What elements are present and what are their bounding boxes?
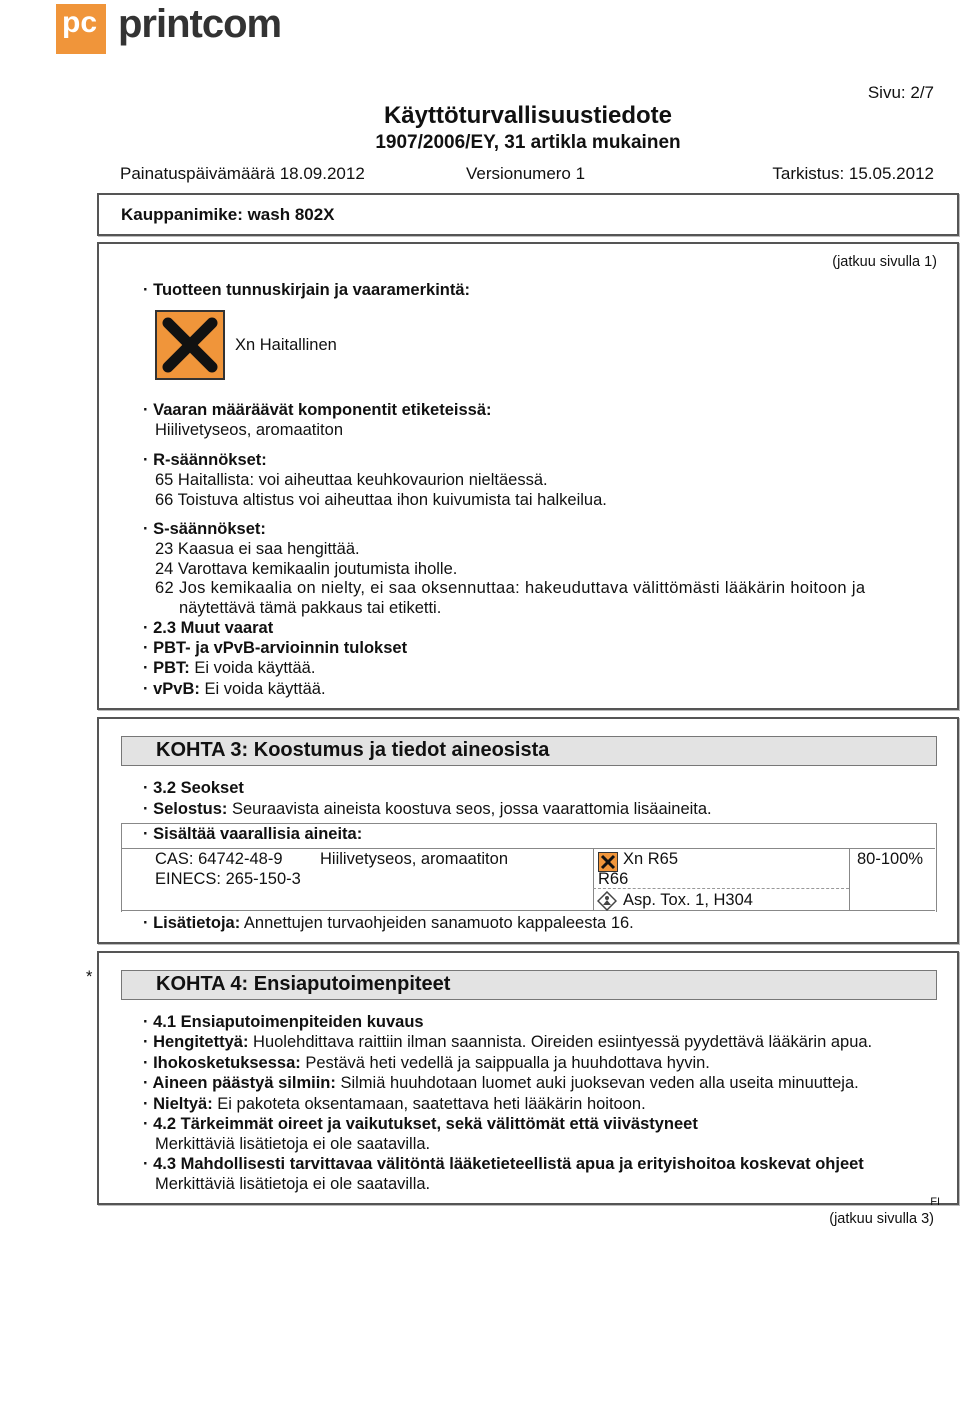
continued-from: (jatkuu sivulla 1) [832,254,937,270]
hazard-symbol-label: Xn Haitallinen [235,336,337,354]
pbt-results-heading: · PBT- ja vPvB-arvioinnin tulokset [143,639,407,658]
language-code: FI [930,1196,940,1208]
document-title: Käyttöturvallisuustiedote [383,102,673,129]
section4-box [97,951,959,1205]
medical-attention-value: Merkittäviä lisätietoja ei ole saatavilla. [155,1175,431,1193]
swallowed-line: · Nieltyä: Ei pakoteta oksentamaan, saatettava heti lääkärin hoitoon. [143,1095,646,1114]
page-number: Sivu: 2/7 [867,83,934,102]
document-subtitle: 1907/2006/EY, 31 artikla mukainen [375,132,681,153]
s-phrase-24: 24 Varottava kemikaalin joutumista iholle. [155,560,458,578]
r-phrase-65: 65 Haitallista: voi aiheuttaa keuhkovaurion nieltäessä. [155,471,548,489]
medical-attention-heading: · 4.3 Mahdollisesti tarvittavaa välitöntä lääketieteellistä apua ja erityishoitoa koskevat ohjeet [143,1155,864,1174]
additional-info-line: · Lisätietoja: Annettujen turvaohjeiden sanamuoto kappaleesta 16. [143,914,634,933]
substance-name: Hiilivetyseos, aromaatiton [320,850,508,868]
classification-r66: R66 [598,870,629,888]
logo-mark: pc [56,4,106,54]
r-phrases-heading: · R-säännökset: [143,451,267,470]
inhaled-line: · Hengitettyä: Huolehdittava raittiin ilman saannista. Oireiden esiintyessä pyydettävä lääkärin apua. [143,1033,872,1052]
symptoms-value: Merkittäviä lisätietoja ei ole saatavilla. [155,1135,431,1153]
classification-xn: Xn R65 [623,850,679,868]
first-aid-description-heading: · 4.1 Ensiaputoimenpiteiden kuvaus [143,1013,424,1032]
logo-name: printcom [118,2,282,46]
other-hazards-heading: · 2.3 Muut vaarat [143,619,273,638]
section3-box [97,717,959,944]
concentration: 80-100% [857,850,924,868]
components-heading: · Vaaran määräävät komponentit etiketeissä: [143,401,492,420]
revision-date: Tarkistus: 15.05.2012 [772,164,934,183]
harmful-cross-icon [157,312,223,378]
trade-name-box [97,193,959,236]
vpvb-line: · vPvB: Ei voida käyttää. [143,680,326,699]
change-marker: * [86,968,93,986]
print-date: Painatuspäivämäärä 18.09.2012 [120,164,365,183]
section4-heading: KOHTA 4: Ensiaputoimenpiteet [121,970,937,1000]
harmful-xn-icon [155,310,225,380]
continued-on: (jatkuu sivulla 3) [829,1211,934,1227]
trade-name: Kauppanimike: wash 802X [121,205,335,224]
section3-heading: KOHTA 3: Koostumus ja tiedot aineosista [121,736,937,766]
s-phrase-62-line2: näytettävä tämä pakkaus tai etiketti. [179,599,442,617]
mixtures-heading: · 3.2 Seokset [143,779,244,798]
s-phrase-23: 23 Kaasua ei saa hengittää. [155,540,360,558]
section2-box [97,242,959,710]
harmful-small-icon [598,852,618,872]
classification-ghs: Asp. Tox. 1, H304 [623,891,753,909]
cas-number: CAS: 64742-48-9 [155,850,283,868]
label-heading: · Tuotteen tunnuskirjain ja vaaramerkintä: [143,281,470,300]
einecs-number: EINECS: 265-150-3 [155,870,301,888]
r-phrase-66: 66 Toistuva altistus voi aiheuttaa ihon kuivumista tai halkeilua. [155,491,607,509]
components-value: Hiilivetyseos, aromaatiton [155,421,343,439]
s-phrases-heading: · S-säännökset: [143,520,266,539]
skin-contact-line: · Ihokosketuksessa: Pestävä heti vedellä ja saippualla ja huuhdottava hyvin. [143,1054,710,1073]
version-number: Versionumero 1 [466,164,586,183]
s-phrase-62-line1: 62 Jos kemikaalia on nielty, ei saa oksennuttaa: hakeuduttava välittömästi lääkärin hoitoon ja [155,579,866,597]
contains-heading: · Sisältää vaarallisia aineita: [143,825,362,844]
health-hazard-icon [597,891,617,911]
eye-contact-line: · Aineen päästyä silmiin: Silmiä huuhdotaan luomet auki juoksevan veden alla useita minuutteja. [143,1074,859,1093]
symptoms-heading: · 4.2 Tärkeimmät oireet ja vaikutukset, sekä välittömät että viivästyneet [143,1115,698,1134]
pbt-line: · PBT: Ei voida käyttää. [143,659,315,678]
description-line: · Selostus: Seuraavista aineista koostuva seos, jossa vaarattomia lisäaineita. [143,800,712,819]
